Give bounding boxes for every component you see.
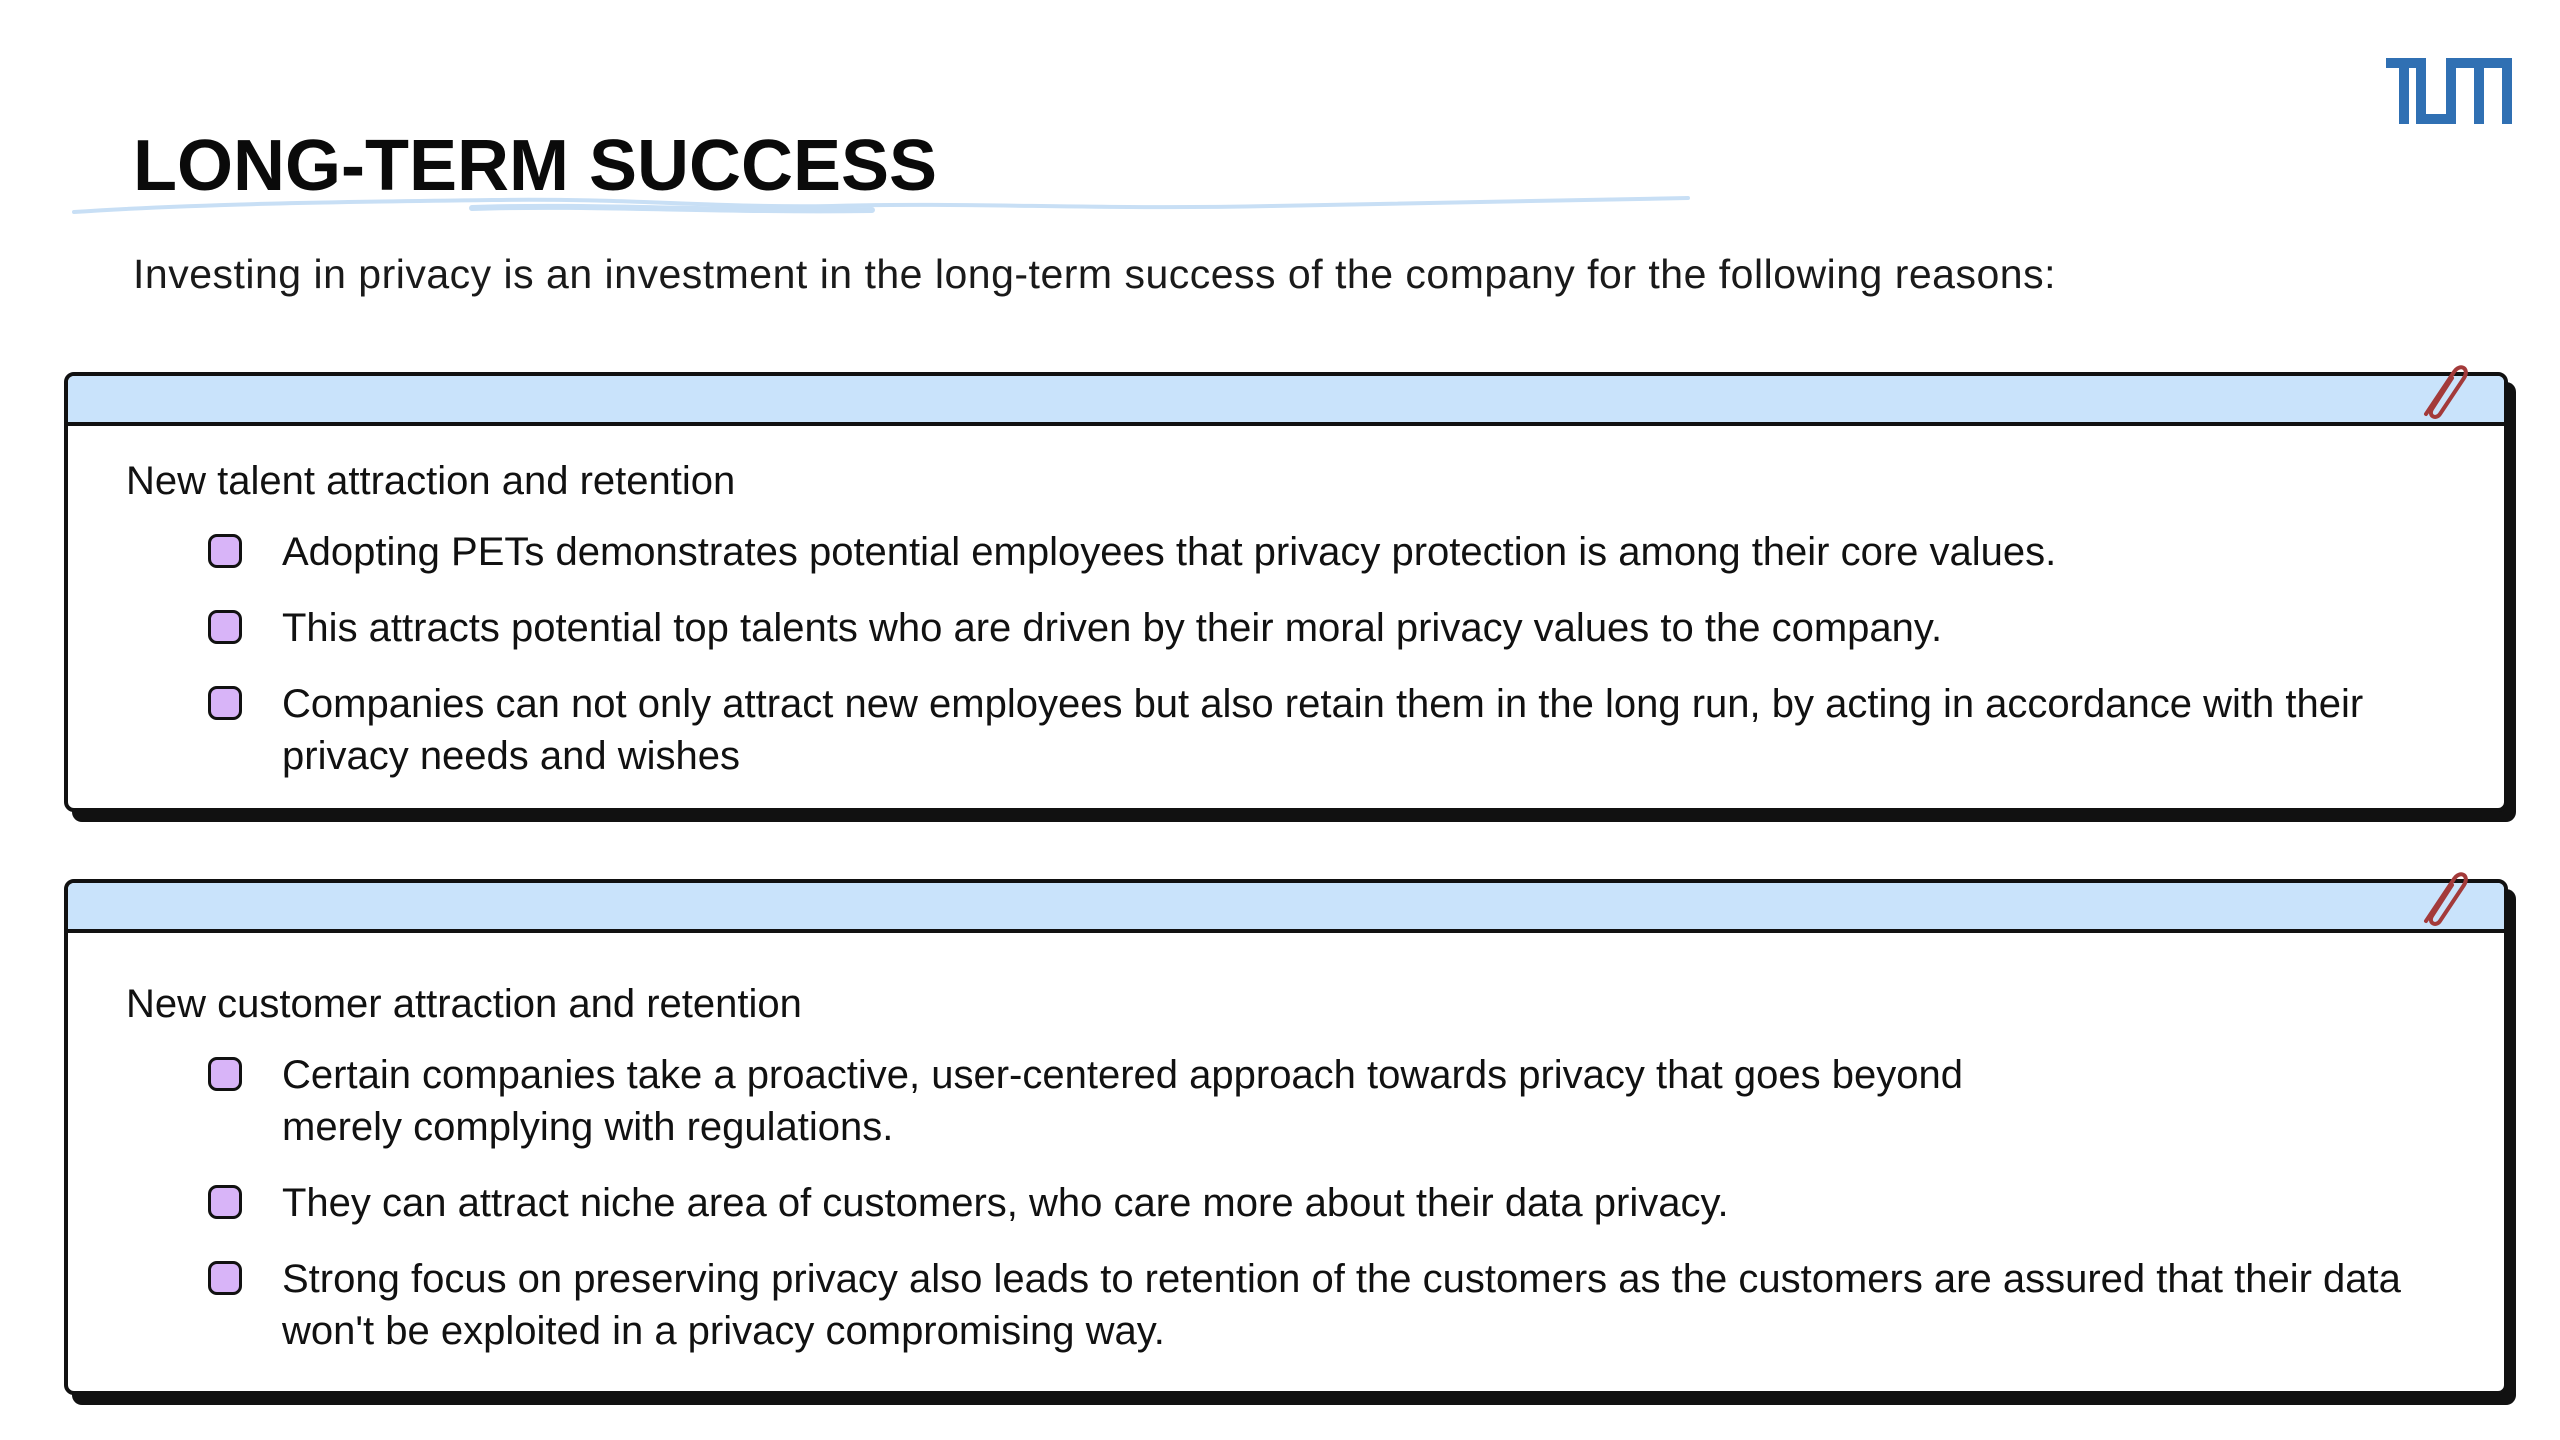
bullet-text: They can attract niche area of customers, who care more about their data privacy. <box>282 1181 1729 1225</box>
checkbox-icon <box>208 686 242 720</box>
list-item <box>142 602 2444 654</box>
list-item <box>142 1253 2444 1357</box>
bullet-text: Adopting PETs demonstrates potential employees that privacy protection is among their core values. <box>282 530 2057 574</box>
checkbox-icon <box>208 1261 242 1295</box>
tum-logo-icon <box>2386 58 2512 124</box>
card-header <box>68 883 2504 933</box>
title-underline-decoration <box>72 190 1692 226</box>
bullet-text: Certain companies take a proactive, user-centered approach towards privacy that goes beyond merely complying with regulations. <box>282 1053 1963 1149</box>
checkbox-icon <box>208 610 242 644</box>
bullet-text: Companies can not only attract new employees but also retain them in the long run, by acting in accordance with their privacy needs and wishes <box>282 682 2364 778</box>
checkbox-icon <box>208 1185 242 1219</box>
bullet-list <box>142 526 2444 806</box>
bullet-list <box>142 1049 2444 1381</box>
page-title: LONG-TERM SUCCESS <box>133 126 938 206</box>
card-talent <box>64 372 2508 812</box>
paperclip-icon <box>2412 356 2472 426</box>
checkbox-icon <box>208 534 242 568</box>
page-subtitle: Investing in privacy is an investment in the long-term success of the company for the following reasons: <box>133 251 2056 297</box>
list-item <box>142 1177 2444 1229</box>
checkbox-icon <box>208 1057 242 1091</box>
list-item <box>142 1049 2444 1153</box>
bullet-text: This attracts potential top talents who are driven by their moral privacy values to the company. <box>282 606 1943 650</box>
card-title: New customer attraction and retention <box>126 982 802 1026</box>
card-title: New talent attraction and retention <box>126 459 736 503</box>
paperclip-icon <box>2412 863 2472 933</box>
list-item <box>142 678 2444 782</box>
card-customer <box>64 879 2508 1395</box>
card-header <box>68 376 2504 426</box>
bullet-text: Strong focus on preserving privacy also leads to retention of the customers as the customers are assured that their data won't be exploited in a privacy compromising way. <box>282 1257 2401 1353</box>
list-item <box>142 526 2444 578</box>
